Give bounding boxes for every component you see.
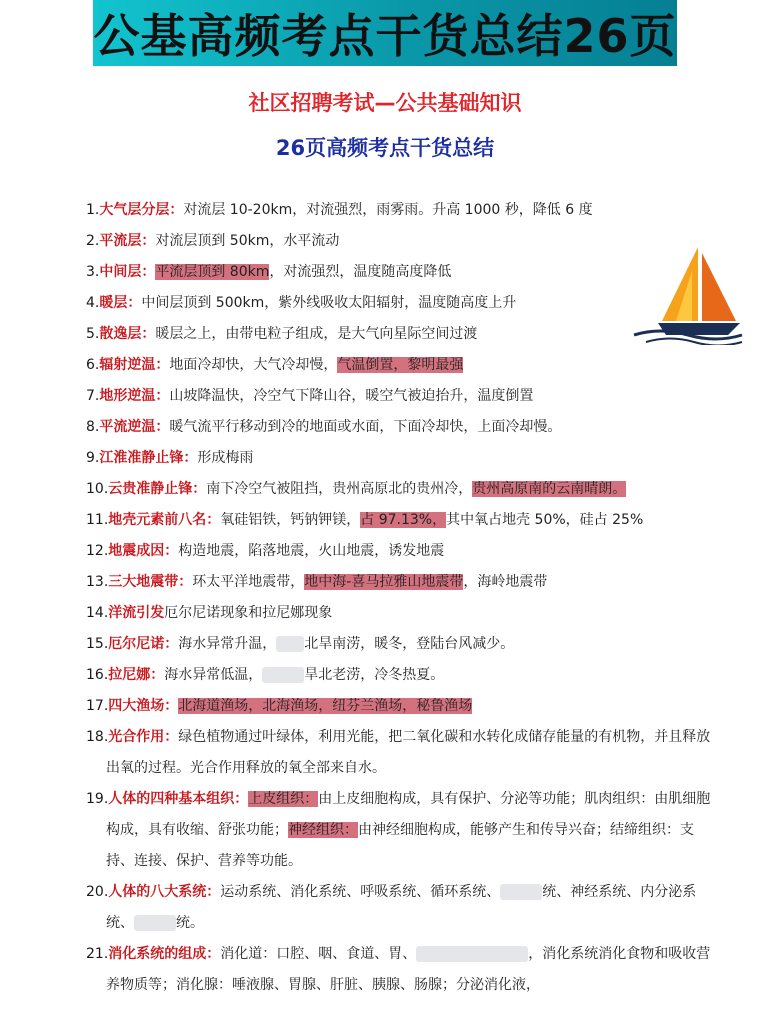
item-number: 14. (86, 605, 109, 621)
item-text: ，对流强烈，温度随高度降低 (269, 264, 452, 280)
item-number: 1. (86, 202, 100, 218)
item-text: 地面冷却快，大气冷却慢， (169, 357, 338, 373)
item-number: 13. (86, 574, 109, 590)
subtitle-secondary: 26页高频考点干货总结 (275, 136, 495, 160)
item-term: 暖层： (99, 295, 142, 311)
item-text: 对流层顶到 50km，水平流动 (155, 233, 340, 249)
item-text: 中间层顶到 500km，紫外线吸收太阳辐射，温度随高度上升 (141, 295, 517, 311)
item-text: 暖层之上，由带电粒子组成，是大气向星际空间过渡 (155, 326, 478, 342)
list-item (86, 412, 716, 443)
item-term: 人体的八大系统： (108, 884, 221, 900)
list-item (86, 443, 716, 474)
list-item (86, 691, 716, 722)
list-item (86, 629, 716, 660)
item-text: 氧硅铝铁，钙钠钾镁， (220, 512, 361, 528)
item-text: 统。 (176, 915, 204, 931)
redacted-text (134, 915, 176, 931)
list-item (86, 474, 716, 505)
item-term: 地震成因： (108, 543, 179, 559)
item-number: 15. (86, 636, 109, 652)
list-item (86, 536, 716, 567)
item-text: 其中氧占地壳 50%，硅占 25% (446, 512, 644, 528)
item-term: 大气层分层： (99, 202, 184, 218)
item-text: 形成梅雨 (197, 450, 254, 466)
highlighted-text: 贵州高原南的云南晴朗。 (472, 481, 627, 497)
item-text: 由神经细胞构成，能够产生和传导兴奋；结缔组织：支持、连接、保护、营养等功能。 (106, 822, 694, 869)
item-number: 10. (86, 481, 109, 497)
list-item (86, 350, 716, 381)
item-text: 海水异常低温， (164, 667, 263, 683)
item-text: 暖气流平行移动到冷的地面或水面，下面冷却快，上面冷却慢。 (169, 419, 562, 435)
highlighted-text: 神经组织： (288, 822, 358, 838)
item-text: 海水异常升温， (178, 636, 277, 652)
item-number: 11. (86, 512, 109, 528)
redacted-text (416, 946, 528, 962)
highlighted-text: 北海道渔场，北海渔场，纽芬兰渔场，秘鲁渔场 (178, 698, 473, 714)
item-number: 19. (86, 791, 109, 807)
list-item (86, 505, 716, 536)
item-number: 6. (86, 357, 100, 373)
list-item (86, 381, 716, 412)
list-item (86, 722, 716, 784)
item-term: 人体的四种基本组织： (108, 791, 249, 807)
item-text: 北旱南涝，暖冬，登陆台风减少。 (304, 636, 515, 652)
highlighted-text: 气温倒置，黎明最强 (337, 357, 464, 373)
item-number: 3. (86, 264, 100, 280)
item-term: 中间层： (99, 264, 156, 280)
item-text: 山坡降温快，冷空气下降山谷，暖空气被迫抬升，温度倒置 (169, 388, 534, 404)
list-item (86, 660, 716, 691)
list-item (86, 598, 716, 629)
redacted-text (262, 667, 304, 683)
item-number: 4. (86, 295, 100, 311)
item-term: 江淮准静止锋： (99, 450, 198, 466)
redacted-text (276, 636, 304, 652)
item-term: 四大渔场： (108, 698, 179, 714)
item-text: 运动系统、消化系统、呼吸系统、循环系统、 (220, 884, 501, 900)
item-text: 对流层 10-20km，对流强烈，雨雾雨。升高 1000 秒，降低 6 度 (183, 202, 593, 218)
item-text: 环太平洋地震带， (192, 574, 305, 590)
highlighted-text: 地中海-喜马拉雅山地震带 (304, 574, 464, 590)
item-text: 厄尔尼诺现象和拉尼娜现象 (164, 605, 333, 621)
item-number: 8. (86, 419, 100, 435)
list-item (86, 288, 716, 319)
item-number: 2. (86, 233, 100, 249)
highlighted-text: 平流层顶到 80km (155, 264, 270, 280)
item-number: 21. (86, 946, 109, 962)
list-item (86, 195, 716, 226)
item-number: 5. (86, 326, 100, 342)
highlighted-text: 上皮组织： (248, 791, 319, 807)
item-number: 9. (86, 450, 100, 466)
item-term: 三大地震带： (108, 574, 193, 590)
item-number: 20. (86, 884, 109, 900)
item-number: 18. (86, 729, 109, 745)
list-item (86, 939, 716, 1001)
item-text: 旱北老涝，冷冬热夏。 (304, 667, 445, 683)
list-item (86, 784, 716, 877)
item-term: 平流逆温： (99, 419, 170, 435)
list-item (86, 567, 716, 598)
item-term: 地壳元素前八名： (108, 512, 221, 528)
knowledge-list (86, 195, 716, 1001)
item-number: 7. (86, 388, 100, 404)
item-text: 统、神经系统、内分泌系统、 (106, 884, 697, 931)
item-text: 由上皮细胞构成，具有保护、分泌等功能；肌肉组织：由肌细胞构成，具有收缩、舒张功能； (106, 791, 711, 838)
item-text: ，消化系统消化食物和吸收营养物质等；消化腺：唾液腺、胃腺、肝脏、胰腺、肠腺；分泌消化液， (106, 946, 711, 993)
item-term: 辐射逆温： (99, 357, 170, 373)
page-title: 公基高频考点干货总结26页 (93, 9, 677, 63)
item-text: 构造地震，陷落地震，火山地震，诱发地震 (178, 543, 445, 559)
item-term: 拉尼娜： (108, 667, 165, 683)
item-term: 消化系统的组成： (108, 946, 221, 962)
list-item (86, 319, 716, 350)
item-term: 散逸层： (99, 326, 156, 342)
list-item (86, 877, 716, 939)
item-number: 17. (86, 698, 109, 714)
item-term: 光合作用： (108, 729, 179, 745)
subtitle-primary: 社区招聘考试—公共基础知识 (248, 91, 522, 115)
item-number: 12. (86, 543, 109, 559)
title-banner (93, 0, 677, 66)
item-text: 消化道：口腔、咽、食道、胃、 (220, 946, 417, 962)
redacted-text (500, 884, 542, 900)
item-text: ，海岭地震带 (463, 574, 548, 590)
item-term: 平流层： (99, 233, 156, 249)
item-term: 地形逆温： (99, 388, 170, 404)
list-item (86, 226, 716, 257)
item-text: 绿色植物通过叶绿体，利用光能，把二氧化碳和水转化成储存能量的有机物，并且释放出氧的过程。光合作用释放的氧全部来自水。 (106, 729, 711, 776)
item-term: 厄尔尼诺： (108, 636, 179, 652)
item-term: 洋流引发 (108, 605, 165, 621)
highlighted-text: 占 97.13%， (360, 512, 447, 528)
item-number: 16. (86, 667, 109, 683)
item-term: 云贵准静止锋： (108, 481, 207, 497)
list-item (86, 257, 716, 288)
item-text: 南下冷空气被阻挡，贵州高原北的贵州冷， (206, 481, 473, 497)
